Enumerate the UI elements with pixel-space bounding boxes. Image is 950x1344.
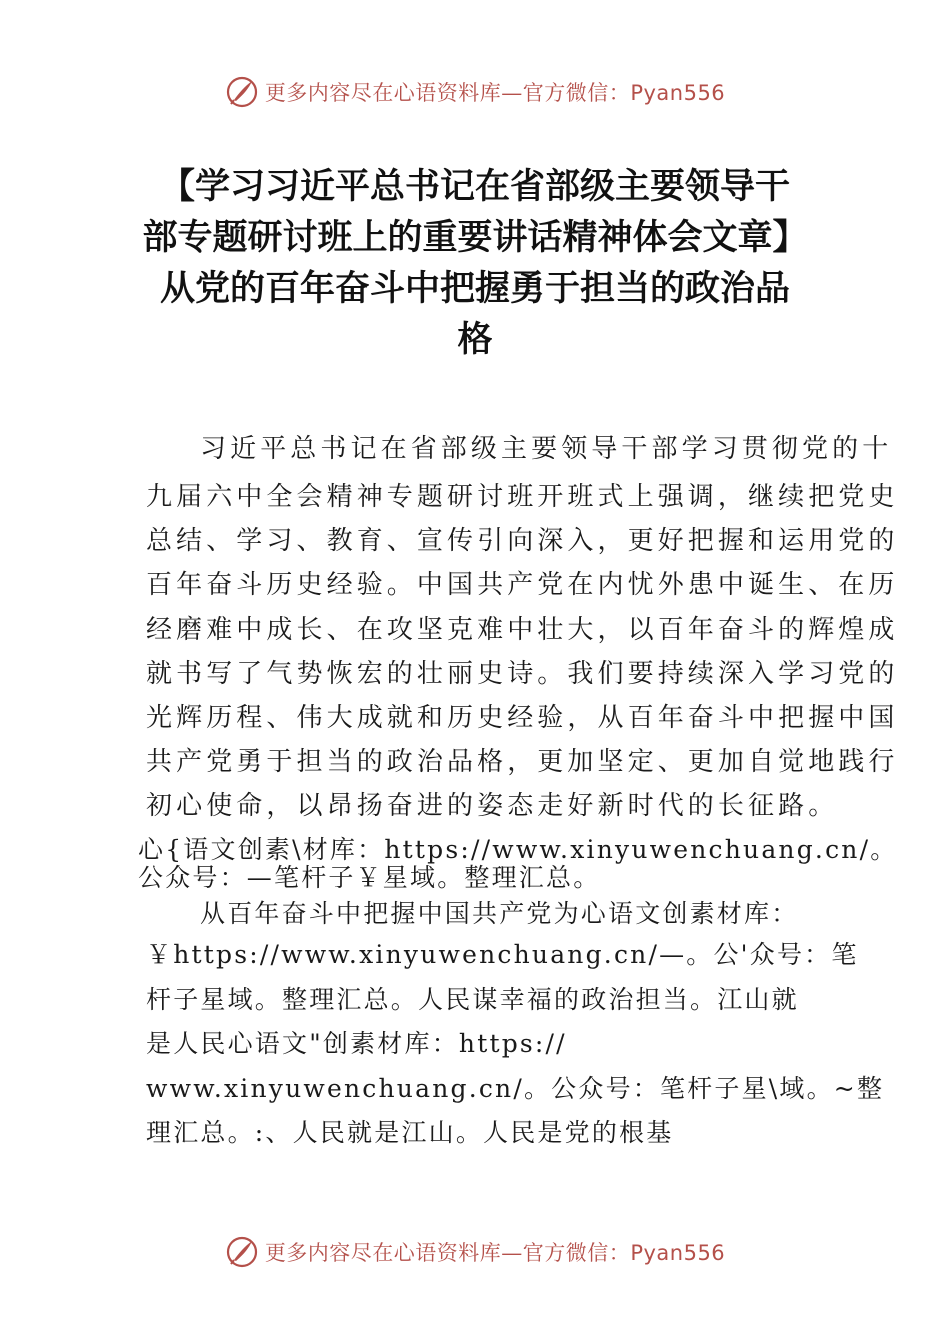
footer-watermark-banner: [0, 1232, 950, 1272]
wechat-id: Pyan556: [630, 1241, 726, 1265]
paragraph-line: 共产党勇于担当的政治品格，更加坚定、更加自觉地践行: [146, 747, 899, 777]
paragraph-line: 杆子星域。整理汇总。人民谋幸福的政治担当。江山就: [146, 985, 799, 1014]
wechat-id: Pyan556: [630, 81, 726, 105]
quill-pen-logo-icon: [225, 1235, 259, 1269]
watermark-text: 更多内容尽在心语资料库—官方微信：Pyan556: [264, 81, 726, 105]
paragraph-line: 初心使命，以昂扬奋进的姿态走好新时代的长征路。: [146, 791, 839, 821]
paragraph-line: 心{语文创素\材库：https://www.xinyuwenchuang.cn/。: [138, 835, 898, 864]
watermark-text: 更多内容尽在心语资料库—官方微信：Pyan556: [264, 1241, 726, 1265]
quill-pen-logo-icon: [225, 75, 259, 109]
paragraph-line: www.xinyuwenchuang.cn/。公众号：笔杆子星\域。~整: [146, 1074, 885, 1103]
title-line: 部专题研讨班上的重要讲话精神体会文章】: [142, 218, 808, 258]
paragraph-line: 从百年奋斗中把握中国共产党为心语文创素材库：: [200, 899, 799, 928]
paragraph-line: 公众号：—笔杆子￥星域。整理汇总。: [138, 863, 601, 892]
title-line: 【学习习近平总书记在省部级主要领导干: [159, 167, 790, 207]
title-line: 格: [457, 320, 493, 360]
paragraph-line: 光辉历程、伟大成就和历史经验，从百年奋斗中把握中国: [146, 703, 899, 733]
paragraph-line: 总结、学习、教育、宣传引向深入，更好把握和运用党的: [146, 526, 899, 556]
paragraph-line: 百年奋斗历史经验。中国共产党在内忧外患中诞生、在历: [146, 570, 899, 600]
document-title: [110, 162, 840, 366]
title-line: 从党的百年奋斗中把握勇于担当的政治品: [159, 269, 790, 309]
paragraph-line: 九届六中全会精神专题研讨班开班式上强调，继续把党史: [146, 482, 899, 512]
paragraph-line: 经磨难中成长、在攻坚克难中壮大，以百年奋斗的辉煌成: [146, 615, 899, 645]
paragraph-line: 就书写了气势恢宏的壮丽史诗。我们要持续深入学习党的: [146, 659, 899, 689]
paragraph-line: 理汇总。:、人民就是江山。人民是党的根基: [146, 1118, 674, 1147]
paragraph-line: 是人民心语文"创素材库：https://: [146, 1029, 567, 1058]
paragraph-line: ￥https://www.xinyuwenchuang.cn/—。公'众号：笔: [146, 940, 859, 969]
paragraph-line: 习近平总书记在省部级主要领导干部学习贯彻党的十: [200, 434, 893, 464]
header-watermark-banner: [0, 72, 950, 112]
